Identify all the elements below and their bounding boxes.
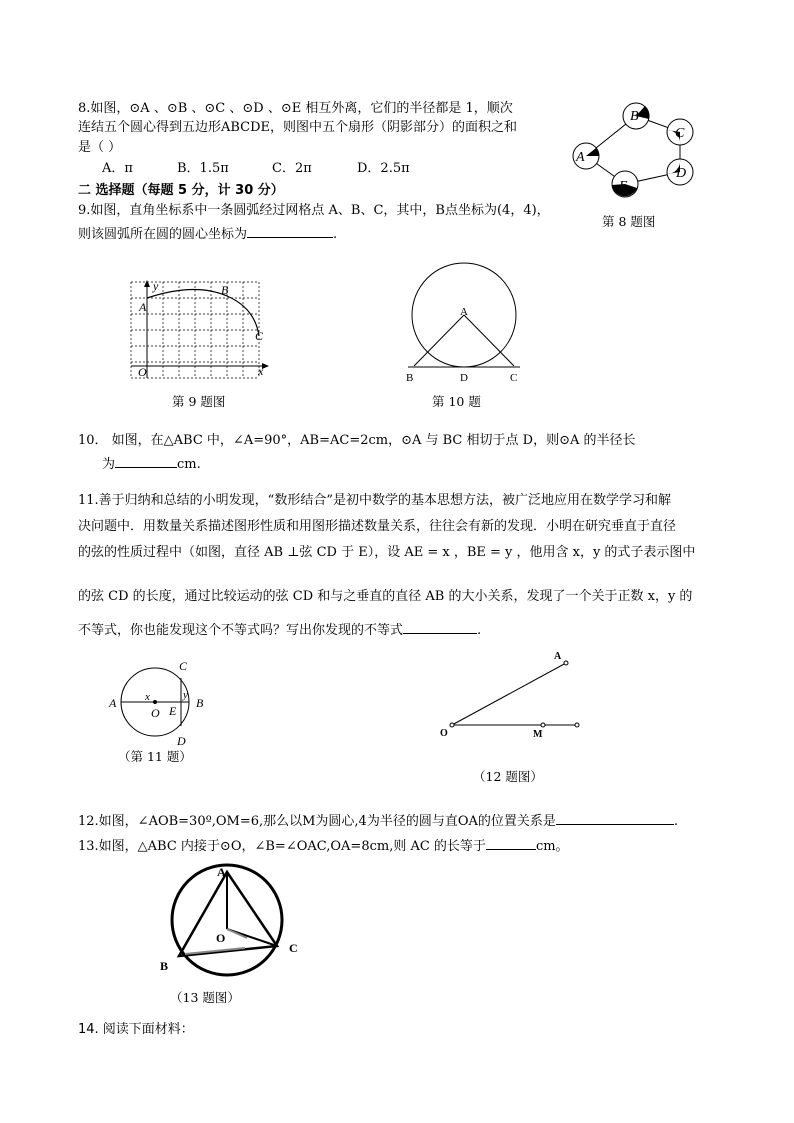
q10-label-d: D (460, 372, 468, 384)
section2-title: 二 选择题（每题 5 分，计 30 分） (78, 183, 284, 198)
q9-label-x: x (258, 364, 264, 378)
q11-line5: 不等式，你也能发现这个不等式吗？写出你发现的不等式 (78, 623, 404, 638)
q13-line1-post: cm。 (535, 839, 569, 854)
q8-option-a: A．π (102, 161, 133, 176)
q13-label-b: B (160, 959, 169, 973)
q12-answer-blank[interactable] (556, 812, 674, 825)
q8-label-d: D (676, 166, 687, 181)
q10-line2-pre: 为 (102, 457, 116, 472)
q13-label-a: A (217, 865, 226, 879)
q11-figure (105, 655, 215, 750)
q11-label-x: x (145, 691, 150, 703)
q8-option-d: D．2.5π (357, 161, 410, 176)
q8-figure (570, 100, 710, 200)
q11-line4: 的弦 CD 的长度，通过比较运动的弦 CD 和与之垂直的直径 AB 的大小关系，发现了一个关于正数 x，y 的 (78, 589, 693, 604)
q11-line5-end: . (477, 623, 482, 638)
q8-label-c: C (675, 126, 685, 141)
q14-line1 (78, 1022, 194, 1038)
q8-label-e: E (619, 179, 628, 194)
q12-line1: 12.如图，∠AOB=30º,OM=6,那么以M为圆心,4为半径的圆与直OA的位置关系是 (78, 814, 556, 829)
q12-label-a: A (554, 651, 562, 662)
q9-line2: 则该圆弧所在圆的圆心坐标为 (78, 227, 248, 242)
q11-label-d: D (177, 734, 186, 748)
q10-line1: 10． 如图，在△ABC 中，∠A=90°，AB=AC=2cm，⊙A 与 BC 相切于点 D，则⊙A 的半径长 (78, 433, 636, 448)
q11-answer-blank[interactable] (403, 621, 477, 634)
q9-line2-end: . (333, 227, 338, 242)
q13-label-o: O (216, 931, 226, 945)
q9-figure-caption: 第 9 题图 (172, 394, 226, 409)
q11-label-c: C (179, 659, 188, 673)
q9-label-o: O (138, 365, 147, 379)
q12-label-o: O (440, 728, 448, 739)
q9-answer-blank[interactable] (247, 225, 333, 238)
q10-figure-caption: 第 10 题 (432, 394, 481, 409)
q10-label-c: C (510, 372, 518, 384)
q14-line1-text: 14. 阅读下面材料： (78, 1022, 194, 1037)
q9-label-b: B (221, 283, 229, 297)
q10-figure (400, 245, 530, 385)
q9-figure (125, 278, 275, 383)
q11-line3: 的弦的性质过程中（如图，直径 AB ⊥弦 CD 于 E），设 AE = x ，BE = y ，他用含 x，y 的式子表示图中 (78, 545, 696, 560)
q8-line3: 是（ ） (78, 140, 122, 155)
q11-line2: 决问题中．用数量关系描述图形性质和用图形描述数量关系，往往会有新的发现．小明在研究垂直于直径 (78, 519, 677, 534)
q10-answer-blank[interactable] (115, 455, 177, 468)
q11-line1: 11.善于归纳和总结的小明发现，“数形结合”是初中数学的基本思想方法，被广泛地应用在数学学习和解 (78, 493, 671, 508)
q12-line1-end: . (673, 814, 679, 829)
q8-line2: 连结五个圆心得到五边形ABCDE，则图中五个扇形（阴影部分）的面积之和 (78, 120, 518, 135)
q11-figure-caption: （第 11 题） (118, 749, 192, 764)
q11-label-a: A (109, 696, 117, 710)
q13-label-c: C (289, 941, 298, 955)
q9-label-y: y (153, 279, 159, 293)
q8-figure-caption: 第 8 题图 (602, 214, 656, 229)
q8-label-a: A (576, 150, 585, 165)
q10-line2-post: cm. (177, 457, 201, 472)
q12-figure-caption: （12 题图） (473, 769, 543, 784)
q8-option-b: B．1.5π (177, 161, 229, 176)
q9-label-a: A (139, 300, 147, 314)
q11-label-y: y (183, 689, 188, 701)
q13-figure-caption: （13 题图） (170, 990, 240, 1005)
q11-label-b: B (196, 696, 204, 710)
q9-line1: 9.如图，直角坐标系中一条圆弧经过网格点 A、B、C，其中，B点坐标为(4，4)， (78, 203, 550, 218)
q13-answer-blank[interactable] (486, 837, 536, 850)
q11-label-e: E (169, 704, 177, 718)
q12-label-m: M (533, 729, 543, 740)
q13-figure (155, 862, 315, 977)
q9-label-c: C (255, 329, 264, 343)
q13-line1-pre: 13.如图，△ABC 内接于⊙O，∠B=∠OAC,OA=8cm,则 AC 的长等于 (78, 839, 486, 854)
q8-label-b: B (630, 109, 639, 124)
q8-option-c: C．2π (272, 161, 312, 176)
q8-line1: 8.如图，⊙A 、⊙B 、⊙C 、⊙D 、⊙E 相互外离，它们的半径都是 1，顺次 (78, 101, 513, 116)
q10-label-a: A (460, 306, 468, 318)
q11-label-o: O (151, 706, 160, 720)
q12-figure (435, 648, 595, 743)
q10-label-b: B (406, 372, 414, 384)
